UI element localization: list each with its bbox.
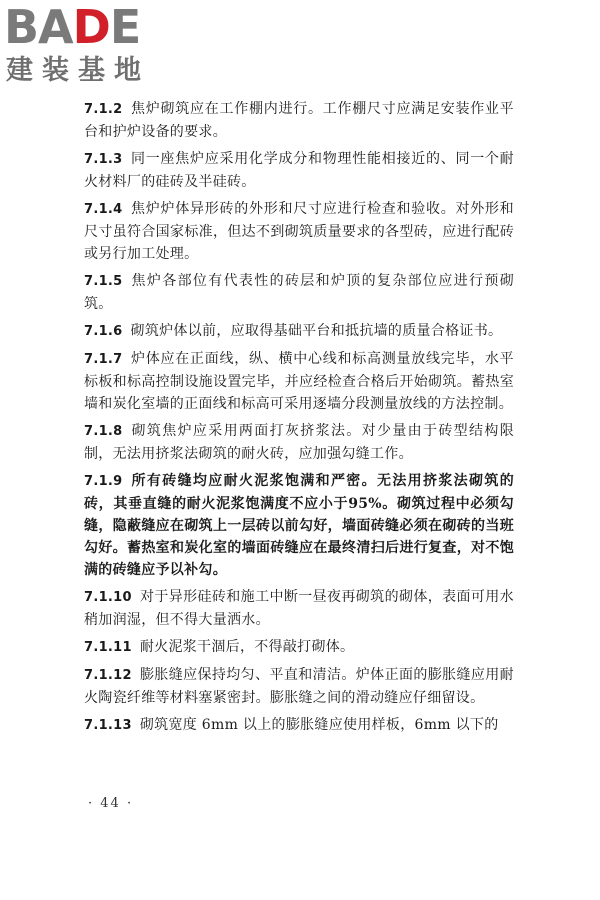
- clause-text: 对于异形硅砖和施工中断一昼夜再砌筑的砌体，表面可用水稍加润湿，但不得大量洒水。: [84, 589, 514, 628]
- clause-text: 所有砖缝均应耐火泥浆饱满和严密。无法用挤浆法砌筑的砖，其垂直缝的耐火泥浆饱满度不应小于95%。砌筑过程中必须勾缝，隐蔽缝应在砌筑上一层砖以前勾好，墙面砖缝必须在砌砖的当班勾好。蓄热室和炭化室的墙面砖缝应在最终清扫后进行复查，对不饱满的砖缝应予以补勾。: [84, 473, 514, 578]
- clause-text: 耐火泥浆干涸后，不得敲打砌体。: [139, 639, 355, 655]
- clause-number: 7.1.5: [84, 274, 123, 289]
- clause-7-1-10: [84, 586, 514, 631]
- clause-7-1-5: [84, 270, 514, 315]
- document-body: [84, 98, 514, 742]
- clause-number: 7.1.4: [84, 202, 123, 217]
- clause-number: 7.1.12: [84, 668, 132, 683]
- clause-text: 炉体应在正面线，纵、横中心线和标高测量放线完毕，水平标板和标高控制设施设置完毕，并应经检查合格后开始砌筑。蓄热室墙和炭化室墙的正面线和标高可采用逐墙分段测量放线的方法控制。: [84, 351, 514, 412]
- clause-7-1-13: [84, 714, 514, 737]
- clause-text: 焦炉砌筑应在工作棚内进行。工作棚尺寸应满足安装作业平台和护炉设备的要求。: [84, 101, 514, 140]
- clause-number: 7.1.2: [84, 102, 123, 117]
- clause-7-1-8: [84, 420, 514, 465]
- clause-7-1-2: [84, 98, 514, 143]
- clause-text: 砌筑宽度 6mm 以上的膨胀缝应使用样板，6mm 以下的: [139, 717, 499, 733]
- clause-number: 7.1.7: [84, 352, 123, 367]
- logo-wordmark: BADE: [4, 0, 141, 54]
- clause-text: 膨胀缝应保持均匀、平直和清洁。炉体正面的膨胀缝应用耐火陶瓷纤维等材料塞紧密封。膨胀缝之间的滑动缝应仔细留设。: [84, 667, 514, 706]
- clause-7-1-12: [84, 664, 514, 709]
- clause-text: 焦炉各部位有代表性的砖层和炉顶的复杂部位应进行预砌筑。: [84, 273, 514, 312]
- clause-7-1-3: [84, 148, 514, 193]
- clause-number: 7.1.8: [84, 424, 123, 439]
- clause-7-1-4: [84, 198, 514, 265]
- clause-text: 焦炉炉体异形砖的外形和尺寸应进行检查和验收。对外形和尺寸虽符合国家标准，但达不到砌筑质量要求的各型砖，应进行配砖或另行加工处理。: [84, 201, 514, 262]
- clause-number: 7.1.10: [84, 590, 132, 605]
- clause-number: 7.1.13: [84, 718, 132, 733]
- page-number: · 44 ·: [88, 796, 134, 811]
- clause-7-1-6: [84, 320, 514, 343]
- clause-number: 7.1.9: [84, 474, 123, 489]
- clause-text: 砌筑炉体以前，应取得基础平台和抵抗墙的质量合格证书。: [130, 323, 503, 339]
- clause-number: 7.1.11: [84, 640, 132, 655]
- clause-text: 同一座焦炉应采用化学成分和物理性能相接近的、同一个耐火材料厂的硅砖及半硅砖。: [84, 151, 514, 190]
- clause-text: 砌筑焦炉应采用两面打灰挤浆法。对少量由于砖型结构限制，无法用挤浆法砌筑的耐火砖，应加强勾缝工作。: [84, 423, 514, 462]
- clause-7-1-7: [84, 348, 514, 415]
- clause-number: 7.1.3: [84, 152, 123, 167]
- clause-7-1-11: [84, 636, 514, 659]
- clause-number: 7.1.6: [84, 324, 123, 339]
- bade-logo: [4, 2, 179, 94]
- clause-7-1-9: [84, 470, 514, 581]
- logo-subtitle: 建装基地: [6, 55, 150, 86]
